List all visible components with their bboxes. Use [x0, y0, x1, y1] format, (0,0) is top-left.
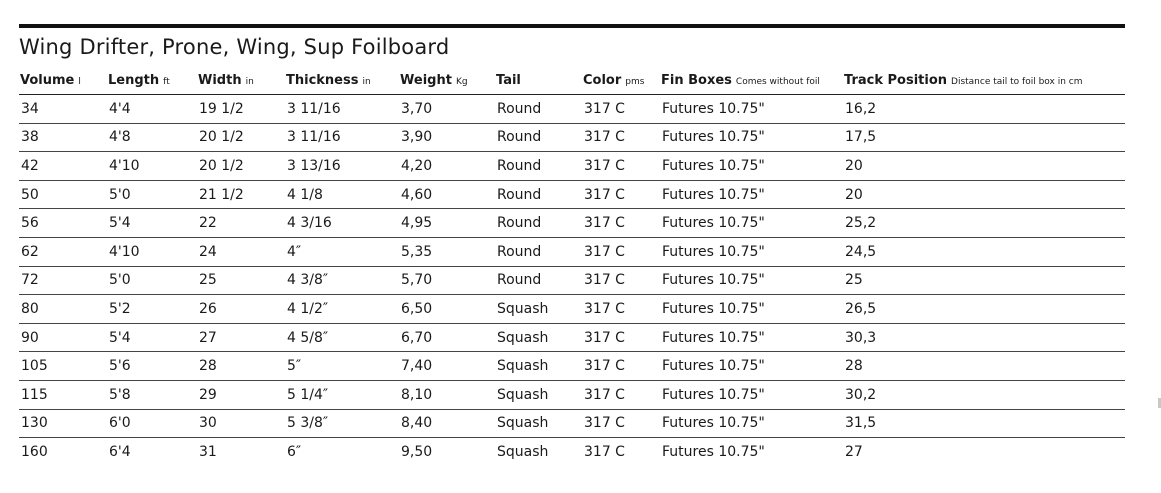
cell-thickness: 4 3/16 — [285, 209, 399, 238]
header-color — [582, 66, 660, 95]
header-unit: Kg — [455, 76, 468, 87]
header-unit: Distance tail to foil box in cm — [951, 76, 1083, 87]
header-label: Color — [583, 72, 622, 88]
cell-weight: 5,70 — [399, 266, 495, 295]
cell-track-position: 25,2 — [843, 209, 1125, 238]
table-row — [19, 95, 1125, 124]
cell-length: 4'10 — [107, 237, 197, 266]
cell-length: 5'8 — [107, 380, 197, 409]
cell-tail: Squash — [495, 352, 582, 381]
cell-length: 5'2 — [107, 295, 197, 324]
cell-fin-boxes: Futures 10.75" — [662, 443, 765, 460]
header-label: Volume — [20, 72, 75, 88]
cell-thickness: 5 1/4″ — [285, 380, 399, 409]
cell-fin-boxes: Futures 10.75" — [660, 409, 843, 438]
cell-color: 317 C — [582, 180, 660, 209]
cell-track-position: 20 — [843, 152, 1125, 181]
cell-tail: Squash — [497, 443, 549, 460]
cell-tail: Round — [495, 95, 582, 124]
cell-track-position: 30,2 — [843, 380, 1125, 409]
cell-weight: 4,20 — [399, 152, 495, 181]
cell-color: 317 C — [582, 409, 660, 438]
cell-width: 22 — [197, 209, 285, 238]
cell-fin-boxes: Futures 10.75" — [660, 352, 843, 381]
cell-weight: 9,50 — [401, 443, 433, 460]
cell-volume: 80 — [19, 295, 107, 324]
header-unit: Comes without foil — [735, 76, 820, 87]
header-label: Track Position — [844, 72, 948, 88]
cell-length: 5'0 — [107, 180, 197, 209]
header-unit: pms — [625, 76, 645, 87]
cell-length: 4'4 — [107, 95, 197, 124]
cell-thickness: 5 3/8″ — [285, 409, 399, 438]
cell-width: 30 — [197, 409, 285, 438]
cell-weight: 8,10 — [399, 380, 495, 409]
cell-color: 317 C — [582, 95, 660, 124]
cell-track-position: 28 — [843, 352, 1125, 381]
cell-weight: 6,50 — [399, 295, 495, 324]
table-row — [19, 209, 1125, 238]
table-row — [19, 123, 1125, 152]
cell-length: 5'4 — [107, 209, 197, 238]
cell-track-position: 16,2 — [843, 95, 1125, 124]
cell-fin-boxes: Futures 10.75" — [660, 180, 843, 209]
cell-width: 25 — [197, 266, 285, 295]
cell-track-position: 30,3 — [843, 323, 1125, 352]
cell-fin-boxes: Futures 10.75" — [660, 295, 843, 324]
cell-volume: 56 — [19, 209, 107, 238]
cell-width: 19 1/2 — [197, 95, 285, 124]
table-row — [19, 295, 1125, 324]
cell-weight: 4,95 — [399, 209, 495, 238]
header-label: Fin Boxes — [661, 72, 732, 88]
header-label: Width — [198, 72, 242, 88]
header-unit: l — [78, 76, 81, 87]
cell-color: 317 C — [582, 323, 660, 352]
cell-width: 24 — [197, 237, 285, 266]
table-row — [19, 152, 1125, 181]
cell-track-position: 24,5 — [843, 237, 1125, 266]
cell-volume: 130 — [19, 409, 107, 438]
header-width — [197, 66, 285, 95]
cell-volume: 90 — [19, 323, 107, 352]
cell-width: 29 — [197, 380, 285, 409]
cell-thickness: 3 13/16 — [285, 152, 399, 181]
cell-tail: Round — [495, 266, 582, 295]
spec-table — [19, 66, 1125, 466]
cell-fin-boxes: Futures 10.75" — [660, 380, 843, 409]
cell-volume: 105 — [19, 352, 107, 381]
cell-track-position: 20 — [843, 180, 1125, 209]
cell-tail: Squash — [495, 380, 582, 409]
cell-color: 317 C — [582, 266, 660, 295]
header-label: Weight — [400, 72, 452, 88]
cell-width: 20 1/2 — [197, 152, 285, 181]
cell-volume: 50 — [19, 180, 107, 209]
table-row — [19, 352, 1125, 381]
cell-color: 317 C — [582, 352, 660, 381]
cell-color: 317 C — [582, 380, 660, 409]
cell-fin-boxes: Futures 10.75" — [660, 266, 843, 295]
cell-tail: Squash — [495, 409, 582, 438]
header-track-position — [843, 66, 1125, 95]
cell-length: 5'4 — [107, 323, 197, 352]
header-tail — [495, 66, 582, 95]
cell-color: 317 C — [584, 443, 625, 460]
cell-weight: 4,60 — [399, 180, 495, 209]
cell-weight: 7,40 — [399, 352, 495, 381]
cell-tail: Squash — [495, 295, 582, 324]
cell-volume: 72 — [19, 266, 107, 295]
header-unit: in — [245, 76, 254, 87]
cell-length: 6'4 — [109, 443, 131, 460]
cell-volume: 34 — [19, 95, 107, 124]
cell-fin-boxes: Futures 10.75" — [660, 95, 843, 124]
header-row — [19, 66, 1125, 95]
cell-track-position: 17,5 — [843, 123, 1125, 152]
cell-fin-boxes: Futures 10.75" — [660, 237, 843, 266]
cell-thickness: 3 11/16 — [285, 123, 399, 152]
cell-volume: 160 — [21, 443, 48, 460]
cell-color: 317 C — [582, 123, 660, 152]
table-row — [19, 438, 1125, 466]
cell-track-position: 31,5 — [843, 409, 1125, 438]
cell-fin-boxes: Futures 10.75" — [660, 152, 843, 181]
cell-weight: 3,90 — [399, 123, 495, 152]
cell-tail: Round — [495, 152, 582, 181]
cell-track-position: 26,5 — [843, 295, 1125, 324]
cell-thickness: 6″ — [287, 443, 302, 460]
cell-length: 6'0 — [107, 409, 197, 438]
table-row — [19, 380, 1125, 409]
cell-width: 27 — [197, 323, 285, 352]
header-weight — [399, 66, 495, 95]
header-label: Length — [108, 72, 160, 88]
cell-width: 26 — [197, 295, 285, 324]
cell-thickness: 4 5/8″ — [285, 323, 399, 352]
cell-thickness: 5″ — [285, 352, 399, 381]
cell-weight: 5,35 — [399, 237, 495, 266]
cell-tail: Round — [495, 237, 582, 266]
cell-track-position: 27 — [845, 443, 863, 460]
page-title: Wing Drifter, Prone, Wing, Sup Foilboard — [19, 35, 450, 59]
cell-color: 317 C — [582, 209, 660, 238]
cell-fin-boxes: Futures 10.75" — [660, 323, 843, 352]
cell-thickness: 3 11/16 — [285, 95, 399, 124]
header-unit: in — [362, 76, 371, 87]
cell-length: 4'10 — [107, 152, 197, 181]
header-label: Tail — [496, 72, 521, 88]
cell-weight: 8,40 — [399, 409, 495, 438]
table-row — [19, 180, 1125, 209]
table-row — [19, 323, 1125, 352]
header-volume — [19, 66, 107, 95]
cell-color: 317 C — [582, 295, 660, 324]
cell-fin-boxes: Futures 10.75" — [660, 209, 843, 238]
cell-length: 4'8 — [107, 123, 197, 152]
cell-volume: 38 — [19, 123, 107, 152]
cell-fin-boxes: Futures 10.75" — [660, 123, 843, 152]
cell-tail: Squash — [495, 323, 582, 352]
cell-tail: Round — [495, 209, 582, 238]
table-row — [19, 409, 1125, 438]
table-row — [19, 266, 1125, 295]
cell-width: 21 1/2 — [197, 180, 285, 209]
cell-length: 5'6 — [107, 352, 197, 381]
cell-thickness: 4 1/8 — [285, 180, 399, 209]
cell-thickness: 4 3/8″ — [285, 266, 399, 295]
header-thickness — [285, 66, 399, 95]
header-fin-boxes — [660, 66, 843, 95]
header-length — [107, 66, 197, 95]
top-rule — [19, 24, 1125, 28]
cell-volume: 42 — [19, 152, 107, 181]
cell-tail: Round — [495, 180, 582, 209]
cell-width: 28 — [197, 352, 285, 381]
cell-color: 317 C — [582, 152, 660, 181]
cell-width: 31 — [199, 443, 217, 460]
cell-width: 20 1/2 — [197, 123, 285, 152]
cell-thickness: 4 1/2″ — [285, 295, 399, 324]
cell-track-position: 25 — [843, 266, 1125, 295]
cell-thickness: 4″ — [285, 237, 399, 266]
header-label: Thickness — [286, 72, 359, 88]
cell-tail: Round — [495, 123, 582, 152]
cell-weight: 3,70 — [399, 95, 495, 124]
table-row — [19, 237, 1125, 266]
cell-color: 317 C — [582, 237, 660, 266]
cell-weight: 6,70 — [399, 323, 495, 352]
cell-volume: 115 — [19, 380, 107, 409]
cell-length: 5'0 — [107, 266, 197, 295]
cell-volume: 62 — [19, 237, 107, 266]
header-unit: ft — [163, 76, 170, 87]
